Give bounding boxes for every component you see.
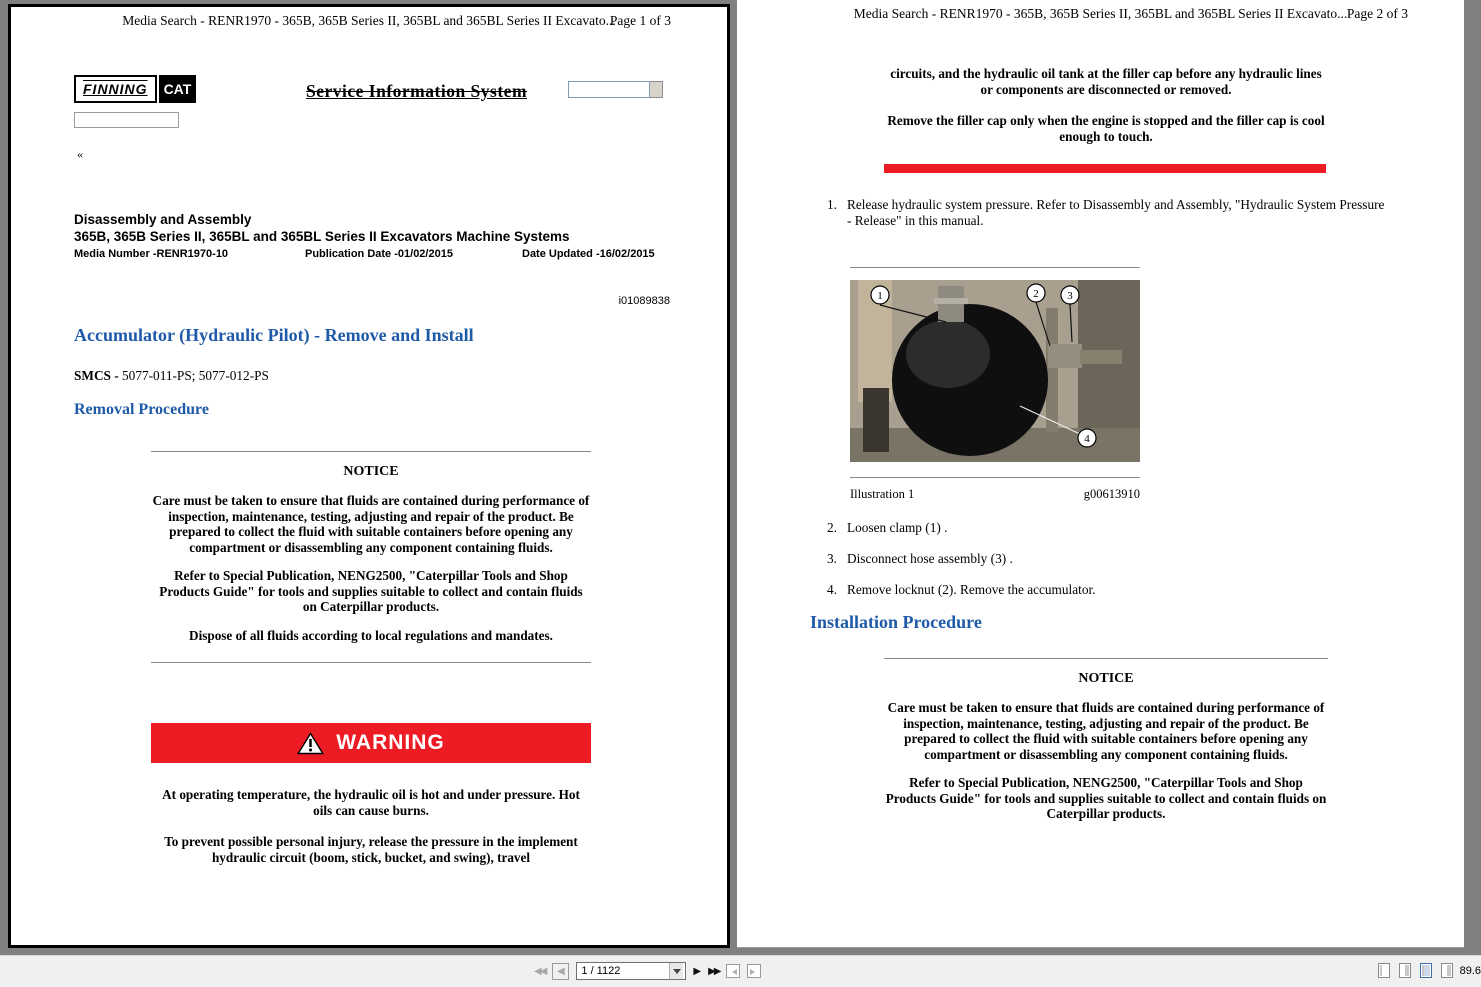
previous-view-icon[interactable] bbox=[726, 964, 740, 978]
sis-title: Service Information System bbox=[306, 81, 528, 101]
step-text: Loosen clamp (1) . bbox=[847, 520, 948, 535]
callout-2 bbox=[1027, 284, 1045, 302]
page1-page-label: Page 1 of 3 bbox=[609, 13, 671, 28]
page-number-combo bbox=[576, 962, 686, 980]
warning-paragraph: At operating temperature, the hydraulic oil is hot and under pressure. Hot oils can cause burns. bbox=[162, 787, 580, 818]
notice-title: NOTICE bbox=[343, 464, 399, 479]
zoom-value: 89.6 bbox=[1459, 965, 1481, 977]
warning-label: WARNING bbox=[336, 731, 445, 754]
notice-block bbox=[884, 658, 1328, 822]
notice-paragraph: Care must be taken to ensure that fluids are contained during performance of inspection, maintenance, testing, adjusting and repair of the product. Be prepared to collect the fluid with suitable containers before opening any compartment or disassembling any component containing fluids. bbox=[887, 700, 1325, 762]
warning-banner bbox=[151, 723, 591, 763]
procedure-step bbox=[827, 197, 1389, 229]
page1-header-title: Media Search - RENR1970 - 365B, 365B Series II, 365BL and 365BL Series II Excavato... bbox=[122, 13, 616, 28]
notice-paragraph: Care must be taken to ensure that fluids are contained during performance of inspection, maintenance, testing, adjusting and repair of the product. Be prepared to collect the fluid with suitable containers before opening any compartment or disassembling any component containing fluids. bbox=[152, 493, 590, 555]
nav-input[interactable] bbox=[74, 112, 179, 128]
warning-end-bar bbox=[884, 164, 1326, 173]
step-number: 1. bbox=[827, 197, 837, 212]
notice-top-rule bbox=[151, 451, 591, 452]
previous-page-button[interactable] bbox=[552, 963, 569, 980]
page-number-input[interactable] bbox=[577, 963, 669, 979]
date-updated: Date Updated -16/02/2015 bbox=[522, 248, 655, 260]
svg-text:3: 3 bbox=[1067, 290, 1073, 302]
publication-date: Publication Date -01/02/2015 bbox=[305, 248, 453, 260]
notice-title: NOTICE bbox=[1078, 671, 1134, 686]
page-dropdown-arrow[interactable] bbox=[669, 963, 683, 979]
removal-procedure-heading: Removal Procedure bbox=[74, 401, 209, 418]
procedure-step bbox=[827, 520, 1389, 536]
notice-top-rule bbox=[884, 658, 1328, 659]
illustration-top-rule bbox=[850, 267, 1140, 268]
single-page-layout-icon[interactable] bbox=[1378, 963, 1390, 978]
callout-4 bbox=[1078, 429, 1096, 447]
illustration-label: Illustration 1 bbox=[850, 487, 915, 501]
doc-title-line1: Disassembly and Assembly bbox=[74, 212, 252, 227]
smcs-codes: 5077-011-PS; 5077-012-PS bbox=[122, 368, 269, 383]
illustration-id: g00613910 bbox=[1083, 487, 1140, 501]
back-icon[interactable]: « bbox=[77, 147, 83, 161]
doc-title-line2: 365B, 365B Series II, 365BL and 365BL Series II Excavators Machine Systems bbox=[74, 229, 570, 244]
first-page-icon[interactable]: ◀◀ bbox=[534, 965, 546, 977]
warning-paragraph: To prevent possible personal injury, release the pressure in the implement hydraulic circuit (boom, stick, bucket, and swing), travel bbox=[164, 834, 578, 865]
installation-procedure-heading: Installation Procedure bbox=[810, 612, 982, 632]
svg-text:2: 2 bbox=[1033, 288, 1039, 300]
document-page-2 bbox=[737, 0, 1464, 948]
continuous-facing-layout-icon[interactable] bbox=[1441, 963, 1453, 978]
step-number: 3. bbox=[827, 551, 837, 566]
smcs-label: SMCS - bbox=[74, 368, 119, 383]
next-page-icon[interactable]: ▶ bbox=[693, 965, 702, 977]
finning-cat-logo bbox=[74, 75, 196, 103]
step-text: Remove locknut (2). Remove the accumulator. bbox=[847, 582, 1096, 597]
cat-logo: CAT bbox=[159, 75, 197, 103]
callout-1 bbox=[871, 286, 889, 304]
svg-text:4: 4 bbox=[1084, 433, 1090, 445]
callout-3 bbox=[1061, 286, 1079, 304]
step-text: Disconnect hose assembly (3) . bbox=[847, 551, 1013, 566]
page-navigation bbox=[534, 962, 761, 980]
next-view-icon[interactable] bbox=[747, 964, 761, 978]
notice-bottom-rule bbox=[151, 662, 591, 663]
previous-page-icon: ◀ bbox=[557, 965, 565, 977]
search-input[interactable] bbox=[568, 81, 650, 98]
procedure-step bbox=[827, 582, 1389, 598]
step-number: 2. bbox=[827, 520, 837, 535]
notice-block bbox=[151, 451, 591, 663]
facing-pages-layout-icon[interactable] bbox=[1420, 963, 1432, 978]
finning-logo-text: FINNING bbox=[74, 75, 157, 103]
warning-triangle-icon bbox=[297, 732, 324, 755]
document-page-1 bbox=[8, 4, 730, 948]
illustration-bottom-rule bbox=[850, 477, 1140, 478]
warning-continued-paragraph: Remove the filler cap only when the engine is stopped and the filler cap is cool enough to touch. bbox=[887, 113, 1325, 144]
section-title: Accumulator (Hydraulic Pilot) - Remove and Install bbox=[74, 325, 474, 345]
last-page-icon[interactable]: ▶▶ bbox=[708, 965, 720, 977]
smcs-line bbox=[74, 368, 269, 384]
notice-paragraph: Refer to Special Publication, NENG2500, "Caterpillar Tools and Shop Products Guide" for tools and supplies suitable to collect and contain fluids on Caterpillar products. bbox=[159, 568, 583, 615]
notice-paragraph: Refer to Special Publication, NENG2500, "Caterpillar Tools and Shop Products Guide" for tools and supplies suitable to collect and contain fluids on Caterpillar products. bbox=[885, 775, 1327, 822]
illustration-caption bbox=[850, 487, 1140, 502]
header-search bbox=[568, 81, 663, 98]
continuous-layout-icon[interactable] bbox=[1399, 963, 1411, 978]
doc-id: i01089838 bbox=[618, 295, 670, 307]
procedure-step bbox=[827, 551, 1389, 567]
svg-text:1: 1 bbox=[877, 290, 883, 302]
illustration-photo bbox=[850, 280, 1140, 462]
step-number: 4. bbox=[827, 582, 837, 597]
page1-header bbox=[11, 13, 727, 29]
notice-paragraph: Dispose of all fluids according to local regulations and mandates. bbox=[189, 628, 553, 644]
media-number: Media Number -RENR1970-10 bbox=[74, 248, 229, 260]
page-layout-controls bbox=[1378, 963, 1453, 978]
page2-header bbox=[737, 6, 1464, 22]
page2-header-title: Media Search - RENR1970 - 365B, 365B Series II, 365BL and 365BL Series II Excavato... bbox=[853, 6, 1348, 21]
warning-continued-paragraph: circuits, and the hydraulic oil tank at the filler cap before any hydraulic lines or components are disconnected or removed. bbox=[890, 66, 1322, 97]
viewer-toolbar bbox=[0, 955, 1481, 987]
page2-page-label: Page 2 of 3 bbox=[1346, 6, 1408, 21]
doc-meta-row bbox=[74, 248, 672, 260]
search-button[interactable] bbox=[650, 81, 663, 98]
step-text: Release hydraulic system pressure. Refer to Disassembly and Assembly, "Hydraulic System Pressure - Release" in this manual. bbox=[847, 197, 1385, 229]
